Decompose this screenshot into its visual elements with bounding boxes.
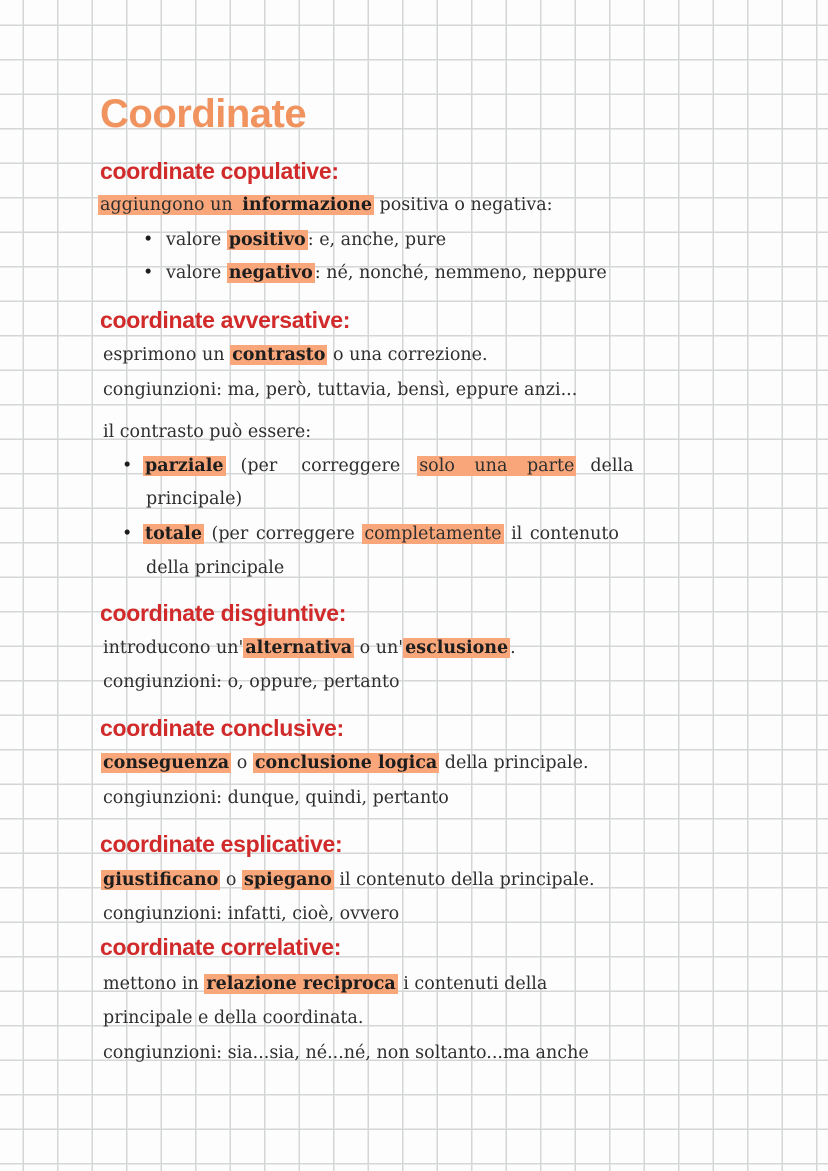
heading-avversative: coordinate avversative:	[100, 307, 351, 333]
correlative-conjunctions: congiunzioni: sia...sia, né...né, non soltanto...ma anche	[103, 1043, 589, 1063]
esplicative-definition: giustificano o spiegano il contenuto della principale.	[103, 870, 595, 890]
list-item: valore negativo : né, nonché, nemmeno, neppure	[166, 263, 607, 283]
list-item: parziale (per correggere solo una parte della	[145, 456, 634, 476]
highlight: positivo	[228, 230, 306, 250]
heading-conclusive: coordinate conclusive:	[100, 715, 344, 741]
list-item: valore positivo : e, anche, pure	[166, 230, 447, 250]
highlight: spiegano	[243, 870, 332, 890]
disgiuntive-definition: introducono un' alternativa o un' esclusione .	[103, 638, 516, 658]
bullet-icon: •	[143, 263, 154, 283]
highlight: conclusione logica	[254, 753, 438, 773]
avversative-definition: esprimono un contrasto o una correzione.	[103, 345, 488, 365]
bullet-icon: •	[122, 524, 133, 544]
page-title: Coordinate	[100, 92, 307, 136]
list-item-continuation: principale)	[146, 489, 243, 509]
highlight: giustificano	[103, 870, 219, 890]
avversative-conjunctions: congiunzioni: ma, però, tuttavia, bensì, eppure anzi...	[103, 380, 578, 400]
highlight: negativo	[228, 263, 313, 283]
highlight: conseguenza	[103, 753, 230, 773]
copulative-definition: aggiungono un informazione positiva o negativa:	[100, 195, 553, 215]
list-item: totale (per correggere completamente il contenuto	[145, 524, 619, 544]
heading-esplicative: coordinate esplicative:	[100, 831, 343, 857]
highlight: contrasto	[232, 345, 326, 365]
heading-disgiuntive: coordinate disgiuntive:	[100, 600, 347, 626]
highlight: totale	[145, 524, 202, 544]
disgiuntive-conjunctions: congiunzioni: o, oppure, pertanto	[103, 672, 400, 692]
correlative-definition-cont: principale e della coordinata.	[103, 1008, 364, 1028]
highlight: parziale	[145, 456, 224, 476]
highlight: informazione	[242, 195, 372, 215]
conclusive-conjunctions: congiunzioni: dunque, quindi, pertanto	[103, 788, 449, 808]
conclusive-definition: conseguenza o conclusione logica della principale.	[103, 753, 589, 773]
avversative-intro: il contrasto può essere:	[103, 422, 312, 442]
highlight: relazione reciproca	[206, 974, 396, 994]
heading-copulative: coordinate copulative:	[100, 158, 339, 184]
bullet-icon: •	[143, 230, 154, 250]
correlative-definition: mettono in relazione reciproca i contenuti della	[103, 974, 548, 994]
highlight: completamente	[364, 524, 502, 544]
list-item-continuation: della principale	[146, 558, 285, 578]
highlight: solo una parte	[419, 456, 575, 476]
highlight: alternativa	[245, 638, 353, 658]
bullet-icon: •	[122, 456, 133, 476]
esplicative-conjunctions: congiunzioni: infatti, cioè, ovvero	[103, 904, 400, 924]
heading-correlative: coordinate correlative:	[100, 934, 342, 960]
highlight: esclusione	[405, 638, 509, 658]
